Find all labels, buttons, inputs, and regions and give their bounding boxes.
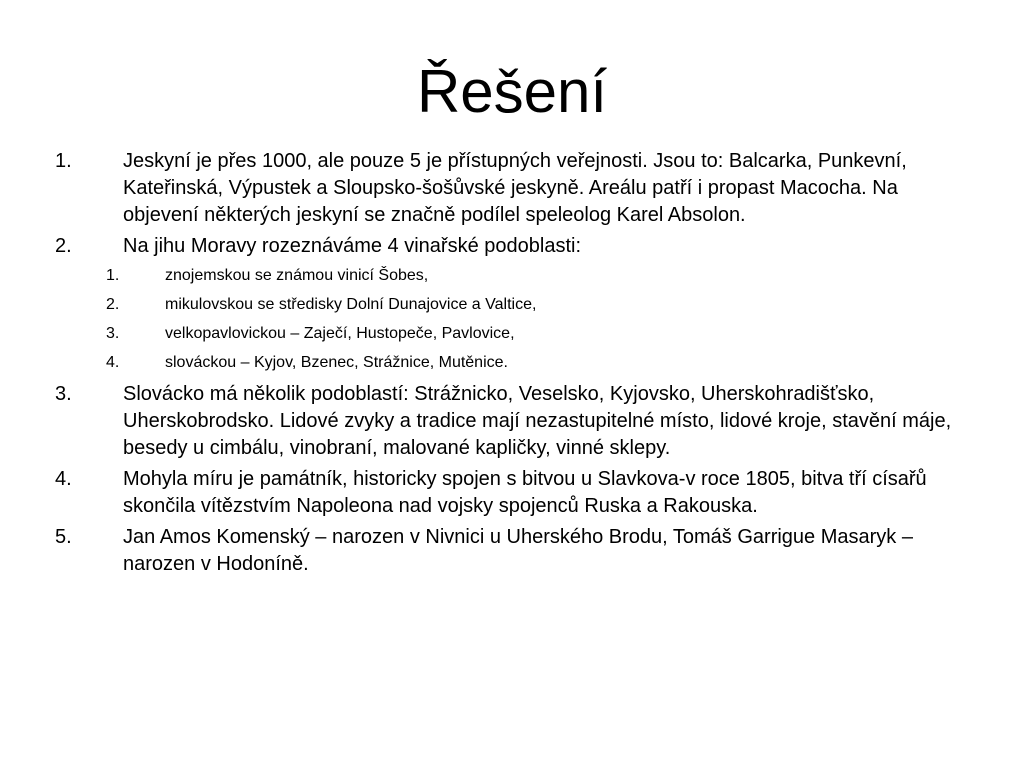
list-number: 2. <box>55 235 72 257</box>
sub-item-2 <box>55 294 975 316</box>
list-item-4 <box>55 466 975 520</box>
sub-item-1 <box>55 265 975 287</box>
sub-list <box>55 265 975 374</box>
list-text: Slovácko má několik podoblastí: Strážnicko, Veselsko, Kyjovsko, Uherskohradišťsko, Uherskobrodsko. Lidové zvyky a tradice mají nezastupitelné místo, lidové kroje, stavění máje, besedy u cimbálu, vinobraní, malované kapličky, vinné sklepy. <box>123 383 952 459</box>
list-item-3 <box>55 381 975 462</box>
numbered-list <box>55 148 975 582</box>
list-text: Mohyla míru je památník, historicky spojen s bitvou u Slavkova-v roce 1805, bitva tří císařů skončila vítězstvím Napoleona nad vojsky spojenců Ruska a Rakouska. <box>123 468 927 517</box>
list-number: 5. <box>55 526 72 548</box>
list-number: 3. <box>55 383 72 405</box>
list-item-2 <box>55 233 975 260</box>
sub-text: znojemskou se známou vinicí Šobes, <box>165 267 429 284</box>
list-number: 4. <box>55 468 72 490</box>
list-item-1 <box>55 148 975 229</box>
sub-text: mikulovskou se středisky Dolní Dunajovice a Valtice, <box>165 296 537 313</box>
list-number: 1. <box>55 150 72 172</box>
list-text: Jeskyní je přes 1000, ale pouze 5 je přístupných veřejnosti. Jsou to: Balcarka, Punkevní, Kateřinská, Výpustek a Sloupsko-šošůvské jeskyně. Areálu patří i propast Macocha. Na objevení některých jeskyní se značně podílel speleolog Karel Absolon. <box>123 150 907 226</box>
list-item-5 <box>55 524 975 578</box>
sub-number: 2. <box>106 296 120 313</box>
sub-text: velkopavlovickou – Zaječí, Hustopeče, Pavlovice, <box>165 325 515 342</box>
sub-number: 4. <box>106 354 120 371</box>
sub-item-3 <box>55 323 975 345</box>
sub-number: 1. <box>106 267 120 284</box>
sub-number: 3. <box>106 325 120 342</box>
list-text: Jan Amos Komenský – narozen v Nivnici u Uherského Brodu, Tomáš Garrigue Masaryk – narozen v Hodoníně. <box>123 526 913 575</box>
slide-title: Řešení <box>416 58 608 125</box>
list-text: Na jihu Moravy rozeznáváme 4 vinařské podoblasti: <box>123 235 581 257</box>
sub-item-4 <box>55 352 975 374</box>
sub-text: slováckou – Kyjov, Bzenec, Strážnice, Mutěnice. <box>165 354 508 371</box>
